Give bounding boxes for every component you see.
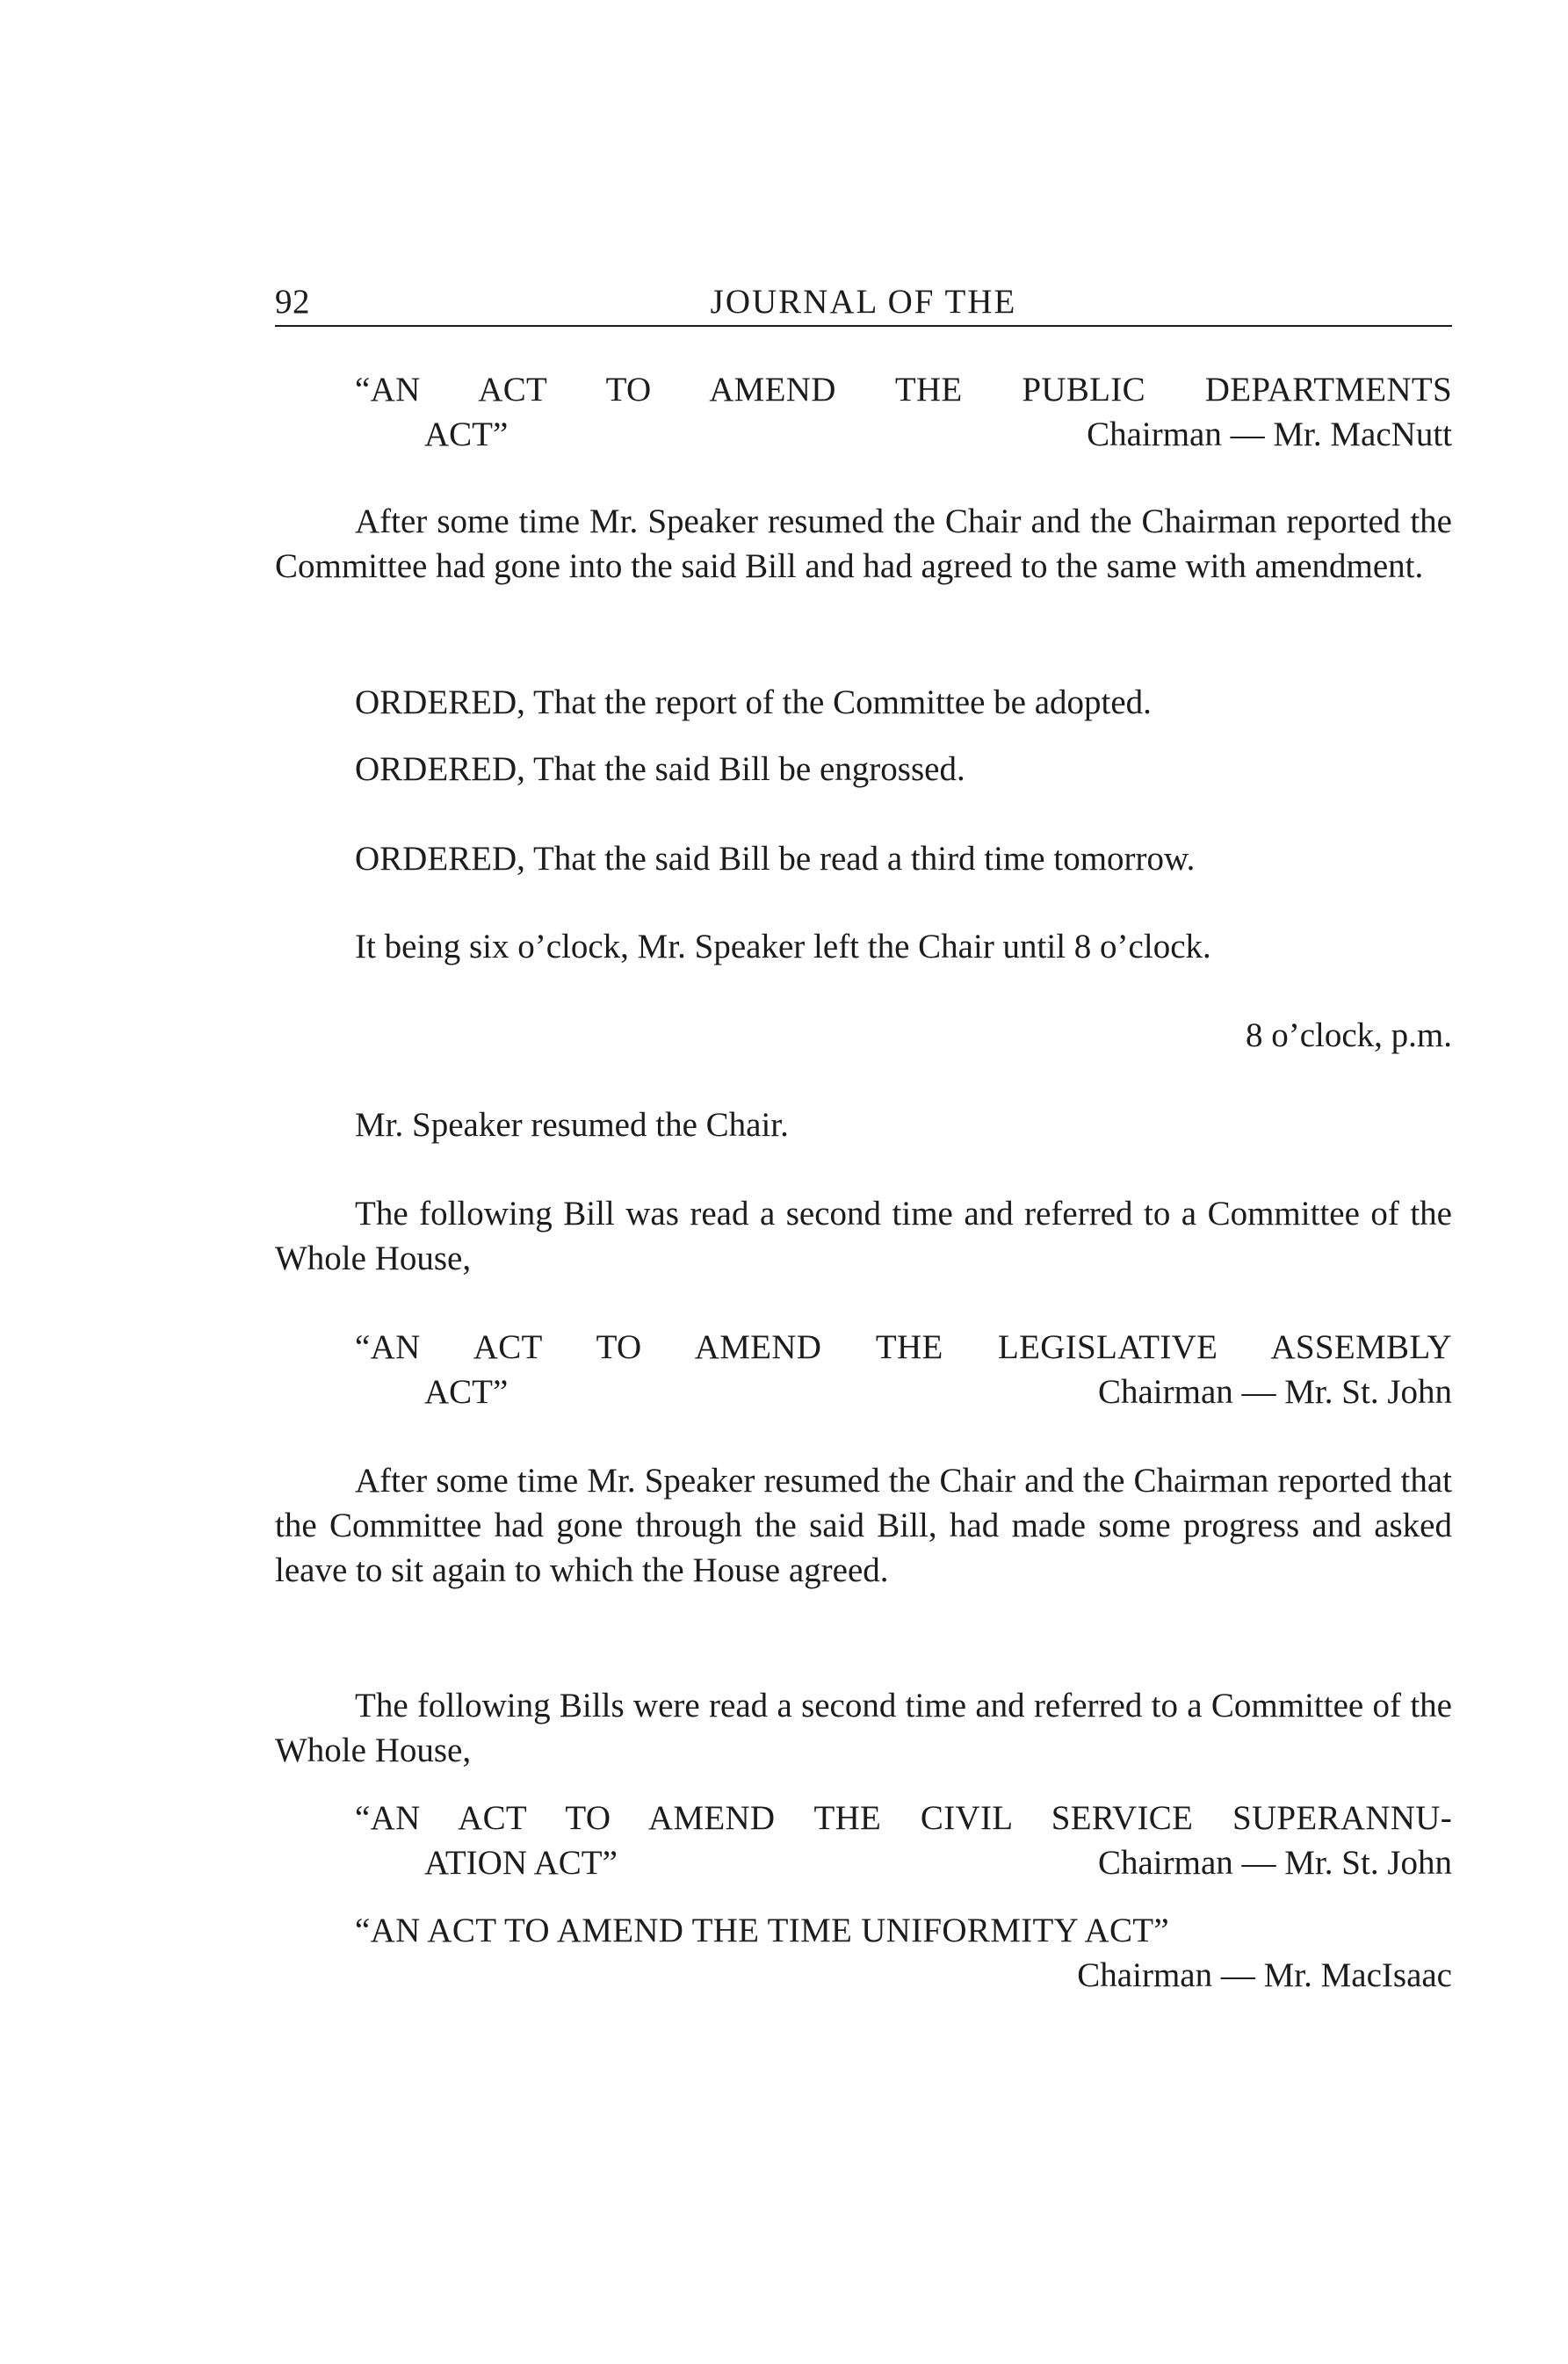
ordered-report-adopted: ORDERED, That the report of the Committee be adopted. — [355, 683, 1152, 721]
bill-title-line-2: ACT” — [424, 416, 509, 453]
page-number: 92 — [275, 283, 310, 321]
bill-chairman: Chairman — Mr. St. John — [1097, 1373, 1452, 1411]
bill-chairman: Chairman — Mr. MacNutt — [1087, 416, 1452, 453]
paragraph-second-reading-2: The following Bills were read a second time and referred to a Committee of the Whole House, — [275, 1687, 1452, 1769]
speaker-resumed-line: Mr. Speaker resumed the Chair. — [355, 1106, 789, 1144]
ordered-third-reading: ORDERED, That the said Bill be read a third time tomorrow. — [355, 840, 1196, 878]
journal-page — [275, 0, 1452, 2364]
bill-title-line-1: “AN ACT TO AMEND THE PUBLIC DEPARTMENTS — [355, 371, 1452, 408]
paragraph-second-reading-1: The following Bill was read a second time and referred to a Committee of the Whole House, — [275, 1195, 1452, 1277]
bill-title-row-2 — [355, 412, 1452, 457]
recess-line: It being six o’clock, Mr. Speaker left the Chair until 8 o’clock. — [355, 928, 1211, 965]
bill-title-row-2 — [355, 1370, 1452, 1414]
bill-chairman: Chairman — Mr. St. John — [1097, 1844, 1452, 1882]
time-heading: 8 o’clock, p.m. — [1245, 1016, 1452, 1054]
paragraph-committee-report-1: After some time Mr. Speaker resumed the Chair and the Chairman reported the Committee had gone into the said Bill and had agreed to the same with amendment. — [275, 502, 1452, 585]
bill-title-row-2 — [355, 1953, 1452, 1998]
bill-title-line-2: ACT” — [424, 1373, 509, 1411]
bill-public-departments — [355, 367, 1452, 457]
bill-title-line-2: ATION ACT” — [424, 1844, 618, 1882]
running-head: JOURNAL OF THE — [710, 283, 1017, 321]
bill-legislative-assembly — [355, 1325, 1452, 1414]
page-header — [275, 279, 1452, 327]
bill-title-line-1: “AN ACT TO AMEND THE CIVIL SERVICE SUPERANNU- — [355, 1799, 1452, 1837]
bill-title-line-1: “AN ACT TO AMEND THE LEGISLATIVE ASSEMBLY — [355, 1328, 1452, 1366]
bill-chairman: Chairman — Mr. MacIsaac — [1077, 1956, 1452, 1994]
bill-time-uniformity — [355, 1908, 1452, 1998]
bill-title-line-1: “AN ACT TO AMEND THE TIME UNIFORMITY ACT” — [355, 1912, 1170, 1949]
ordered-bill-engrossed: ORDERED, That the said Bill be engrossed. — [355, 750, 965, 788]
paragraph-committee-report-2: After some time Mr. Speaker resumed the Chair and the Chairman reported that the Committee had gone through the said Bill, had made some progress and asked leave to sit again to which the House agreed. — [275, 1462, 1452, 1589]
bill-title-row-2 — [355, 1840, 1452, 1885]
bill-civil-service-superannuation — [355, 1796, 1452, 1885]
